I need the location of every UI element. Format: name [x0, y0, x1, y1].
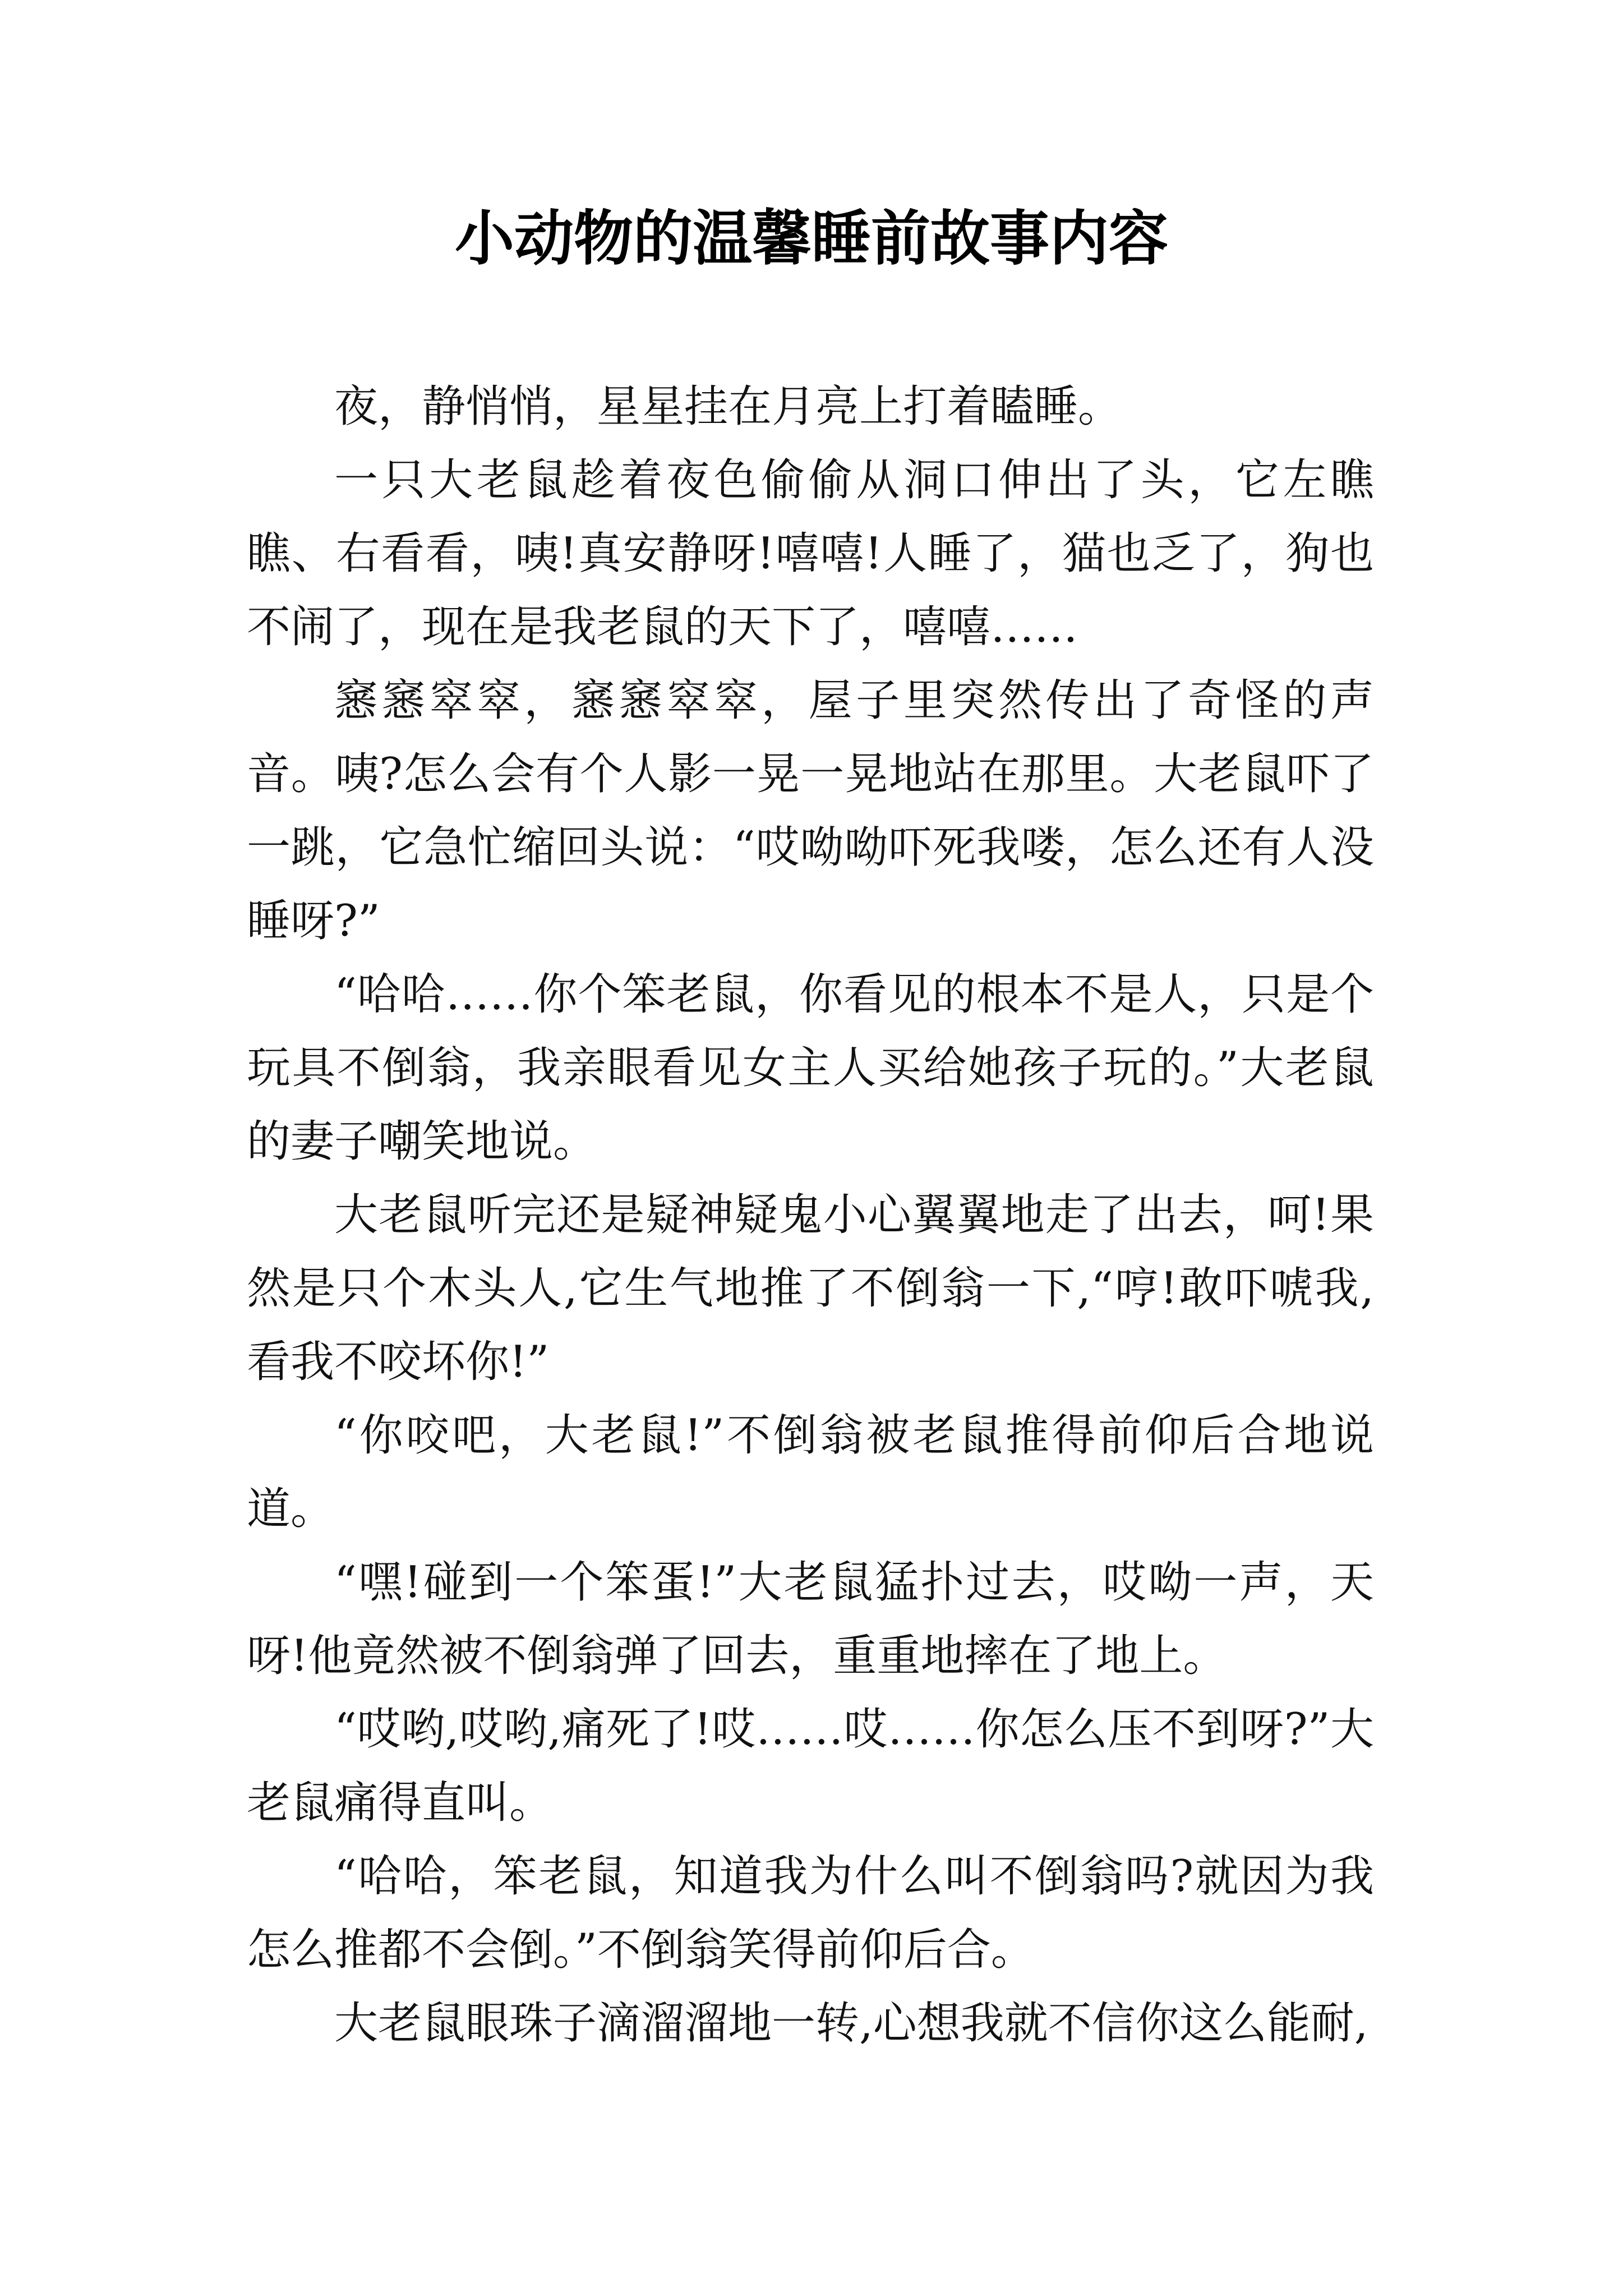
paragraph: 一只大老鼠趁着夜色偷偷从洞口伸出了头，它左瞧瞧、右看看，咦!真安静呀!嘻嘻!人睡了，猫也乏了，狗也不闹了，现在是我老鼠的天下了，嘻嘻…… [247, 455, 1374, 652]
paragraph: “哈哈，笨老鼠，知道我为什么叫不倒翁吗?就因为我怎么推都不会倒。”不倒翁笑得前仰后合。 [247, 1851, 1374, 1975]
paragraph: 窸窸窣窣，窸窸窣窣，屋子里突然传出了奇怪的声音。咦?怎么会有个人影一晃一晃地站在那里。大老鼠吓了一跳，它急忙缩回头说：“哎呦呦吓死我喽，怎么还有人没睡呀?” [247, 675, 1374, 946]
document-title: 小动物的温馨睡前故事内容 [455, 203, 1168, 273]
document-body [247, 370, 1374, 2060]
paragraph: 大老鼠眼珠子滴溜溜地一转,心想我就不信你这么能耐, [334, 1998, 1368, 2049]
paragraph: “哈哈……你个笨老鼠，你看见的根本不是人，只是个玩具不倒翁，我亲眼看见女主人买给她孩子玩的。”大老鼠的妻子嘲笑地说。 [247, 969, 1374, 1167]
paragraph: 大老鼠听完还是疑神疑鬼小心翼翼地走了出去，呵!果然是只个木头人,它生气地推了不倒翁一下,“哼!敢吓唬我,看我不咬坏你!” [247, 1190, 1374, 1387]
paragraph: “嘿!碰到一个笨蛋!”大老鼠猛扑过去，哎呦一声，天呀!他竟然被不倒翁弹了回去，重重地摔在了地上。 [247, 1557, 1374, 1681]
paragraph: 夜，静悄悄，星星挂在月亮上打着瞌睡。 [334, 381, 1122, 432]
paragraph: “哎哟,哎哟,痛死了!哎……哎……你怎么压不到呀?”大老鼠痛得直叫。 [247, 1704, 1374, 1828]
paragraph: “你咬吧，大老鼠!”不倒翁被老鼠推得前仰后合地说道。 [247, 1410, 1374, 1534]
